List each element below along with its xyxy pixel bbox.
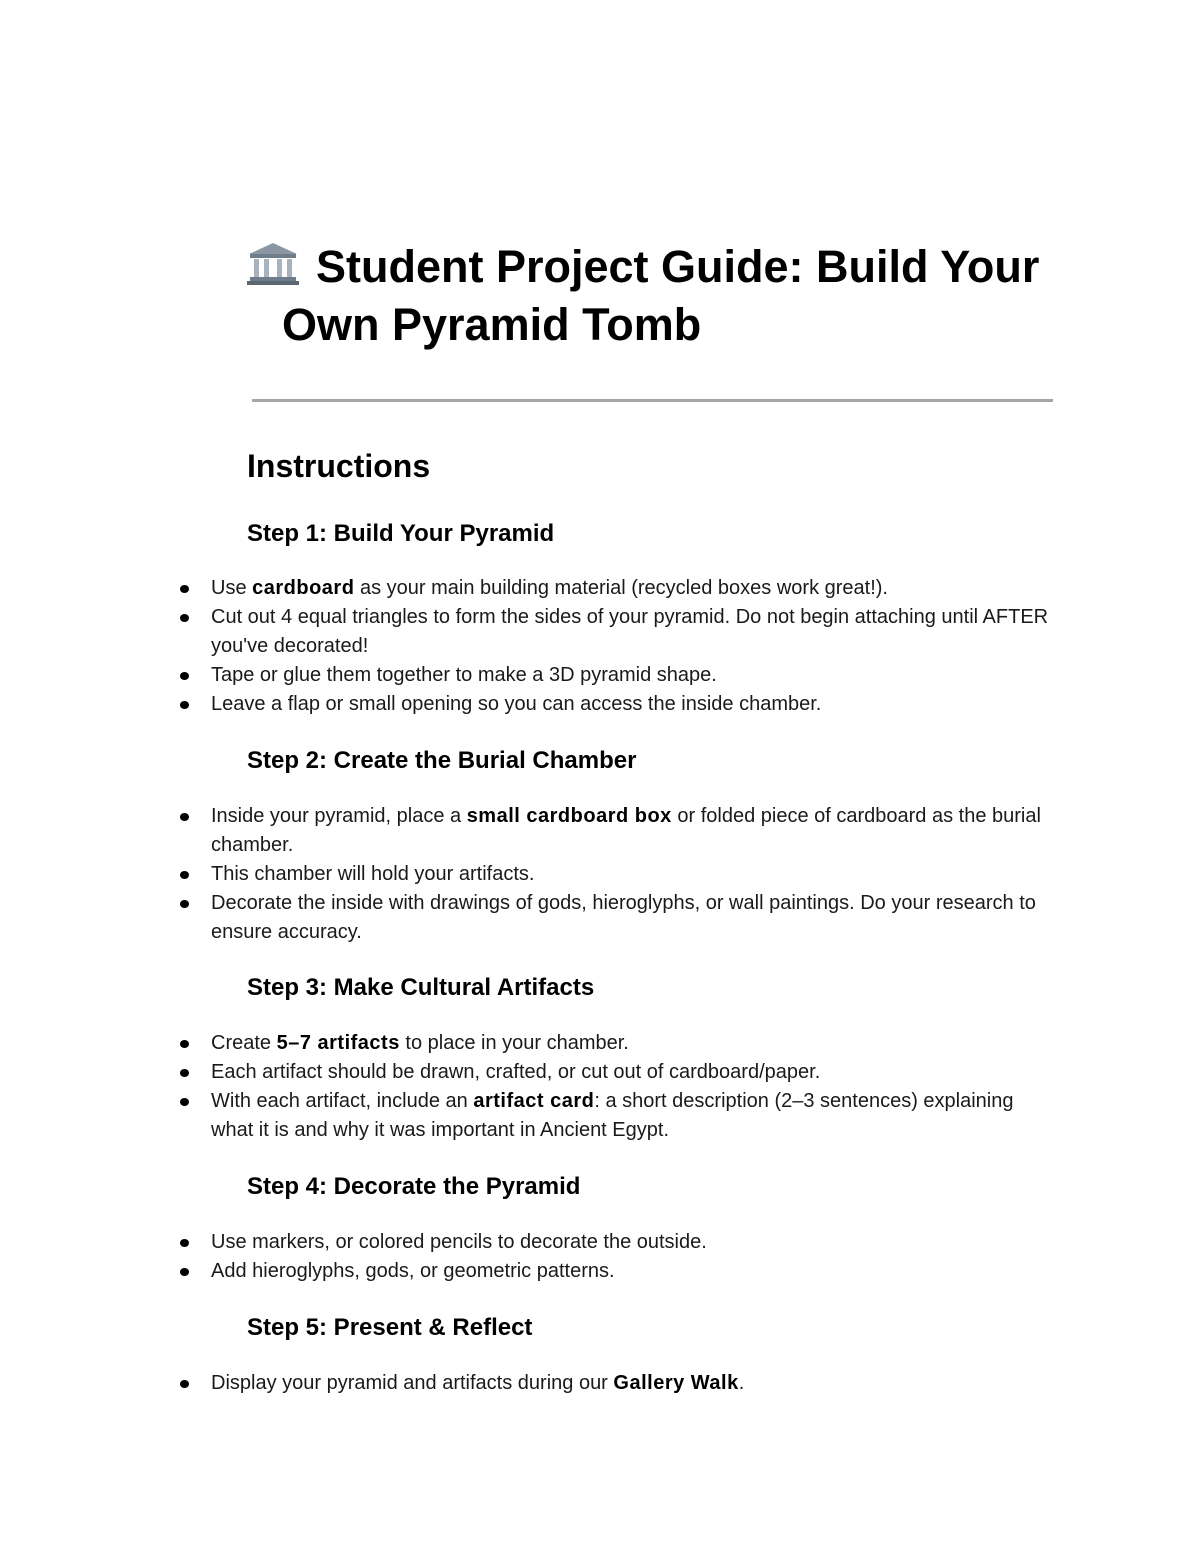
list-item-text: as your main building material (recycled boxes work great!). <box>354 577 888 599</box>
list-item <box>177 1058 1057 1087</box>
list-item <box>177 1369 1057 1398</box>
bullet-icon <box>180 813 189 821</box>
list-item <box>177 1087 1057 1145</box>
bullet-icon <box>180 1069 189 1077</box>
list-item-text: to place in your chamber. <box>399 1032 629 1054</box>
list-item <box>177 1257 1057 1286</box>
list-item <box>177 889 1057 947</box>
list-item-bold: artifact card <box>473 1090 595 1112</box>
list-item-text: With each artifact, include an <box>211 1090 474 1112</box>
step-heading: Step 5: Present & Reflect <box>247 1314 533 1341</box>
step-heading: Step 3: Make Cultural Artifacts <box>247 974 595 1001</box>
bullet-icon <box>180 871 189 879</box>
list-item-bold: cardboard <box>252 577 355 599</box>
bullet-icon <box>180 900 189 908</box>
bullet-icon <box>180 701 189 709</box>
list-item <box>177 661 1057 690</box>
list-item-text: . <box>738 1372 745 1394</box>
bullet-list <box>177 1029 1057 1145</box>
list-item-text: : a short description (2–3 sentences) explaining what it is and why it was important in Ancient Egypt. <box>211 1090 1014 1141</box>
list-item-text: Leave a flap or small opening so you can access the inside chamber. <box>211 693 822 715</box>
list-item-text: Add hieroglyphs, gods, or geometric patterns. <box>211 1260 615 1282</box>
list-item-text: Use markers, or colored pencils to decorate the outside. <box>211 1231 707 1253</box>
step-heading: Step 1: Build Your Pyramid <box>247 520 555 547</box>
title-block <box>246 238 1076 354</box>
section-heading-instructions: Instructions <box>247 448 431 484</box>
step-heading: Step 4: Decorate the Pyramid <box>247 1173 581 1200</box>
list-item <box>177 802 1057 860</box>
bullet-list <box>177 1369 1057 1398</box>
list-item-text: This chamber will hold your artifacts. <box>211 863 535 885</box>
list-item <box>177 690 1057 719</box>
bullet-list <box>177 574 1057 719</box>
step-heading: Step 2: Create the Burial Chamber <box>247 747 637 774</box>
list-item-text: Display your pyramid and artifacts during our <box>211 1372 614 1394</box>
list-item-bold: Gallery Walk <box>613 1372 739 1394</box>
document-title <box>246 238 1076 354</box>
bullet-icon <box>180 1380 189 1388</box>
list-item <box>177 860 1057 889</box>
list-item-text: or folded piece of cardboard as the burial chamber. <box>211 805 1041 856</box>
list-item-text: Tape or glue them together to make a 3D pyramid shape. <box>211 664 717 686</box>
classical-building-icon <box>246 242 300 286</box>
list-item-text: Cut out 4 equal triangles to form the sides of your pyramid. Do not begin attaching until AFTER you've decorated! <box>211 606 1049 657</box>
bullet-icon <box>180 1239 189 1247</box>
bullet-icon <box>180 614 189 622</box>
list-item-bold: small cardboard box <box>466 805 672 827</box>
bullet-icon <box>180 1268 189 1276</box>
list-item-text: Each artifact should be drawn, crafted, or cut out of cardboard/paper. <box>211 1061 821 1083</box>
list-item <box>177 1228 1057 1257</box>
list-item <box>177 1029 1057 1058</box>
bullet-icon <box>180 1040 189 1048</box>
list-item <box>177 603 1057 661</box>
document-title-text: Student Project Guide: Build Your Own Pyramid Tomb <box>282 241 1040 350</box>
bullet-icon <box>180 585 189 593</box>
list-item-text: Use <box>211 577 253 599</box>
list-item <box>177 574 1057 603</box>
bullet-icon <box>180 672 189 680</box>
bullet-icon <box>180 1098 189 1106</box>
bullet-list <box>177 802 1057 947</box>
list-item-text: Decorate the inside with drawings of gods, hieroglyphs, or wall paintings. Do your research to ensure accuracy. <box>211 892 1036 943</box>
list-item-bold: 5–7 artifacts <box>276 1032 400 1054</box>
list-item-text: Inside your pyramid, place a <box>211 805 467 827</box>
list-item-text: Create <box>211 1032 277 1054</box>
horizontal-divider <box>252 399 1053 402</box>
bullet-list <box>177 1228 1057 1286</box>
